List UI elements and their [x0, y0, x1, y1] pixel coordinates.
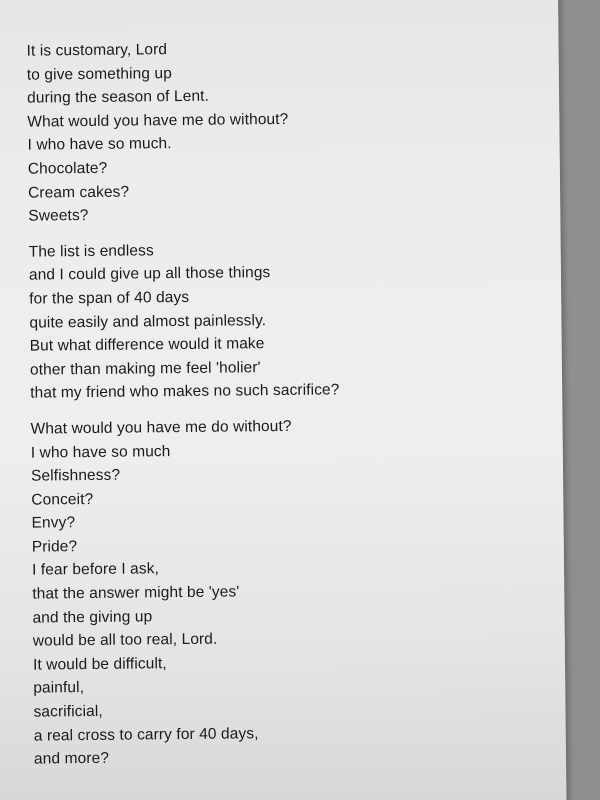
- poem-line: a real cross to carry for 40 days,: [33, 724, 259, 745]
- stanza-1: [26, 36, 337, 228]
- poem-line: What would you have me do without?: [30, 417, 292, 438]
- poem-line: and the giving up: [32, 607, 153, 627]
- poem-line: It would be difficult,: [32, 655, 167, 674]
- poem-line: Selfishness?: [30, 466, 121, 485]
- stanza-2: [29, 237, 340, 405]
- poem-line: other than making me feel 'holier': [29, 358, 261, 379]
- poem-line: would be all too real, Lord.: [32, 630, 218, 650]
- poem-line: But what difference would it make: [29, 335, 265, 355]
- stanza-3: [30, 414, 343, 771]
- poem-line: Cream cakes?: [27, 183, 130, 202]
- poem-line: The list is endless: [28, 242, 154, 261]
- poem-line: Sweets?: [28, 207, 89, 225]
- poem-line: Envy?: [31, 514, 76, 532]
- poem-line: It is customary, Lord: [26, 41, 168, 60]
- poem-line: during the season of Lent.: [27, 87, 210, 107]
- poem-line: Conceit?: [31, 490, 94, 509]
- poem-line: I fear before I ask,: [31, 560, 160, 580]
- poem-line: and I could give up all those things: [28, 264, 271, 284]
- poem-line: and more?: [33, 750, 110, 768]
- poem-line: What would you have me do without?: [27, 110, 289, 131]
- poem-line: Pride?: [31, 537, 78, 556]
- poem-line: for the span of 40 days: [29, 288, 190, 308]
- poem-line: that the answer might be 'yes': [32, 583, 240, 603]
- poem-line: I who have so much.: [27, 135, 172, 154]
- poem-line: I who have so much: [30, 442, 171, 462]
- poem-line: to give something up: [26, 64, 172, 84]
- poem-line: painful,: [33, 679, 85, 698]
- poem-line: that my friend who makes no such sacrifice?: [30, 381, 340, 402]
- poem: [26, 36, 343, 783]
- poem-line: sacrificial,: [33, 702, 103, 721]
- poem-line: Chocolate?: [27, 159, 108, 178]
- poem-line: quite easily and almost painlessly.: [29, 311, 267, 332]
